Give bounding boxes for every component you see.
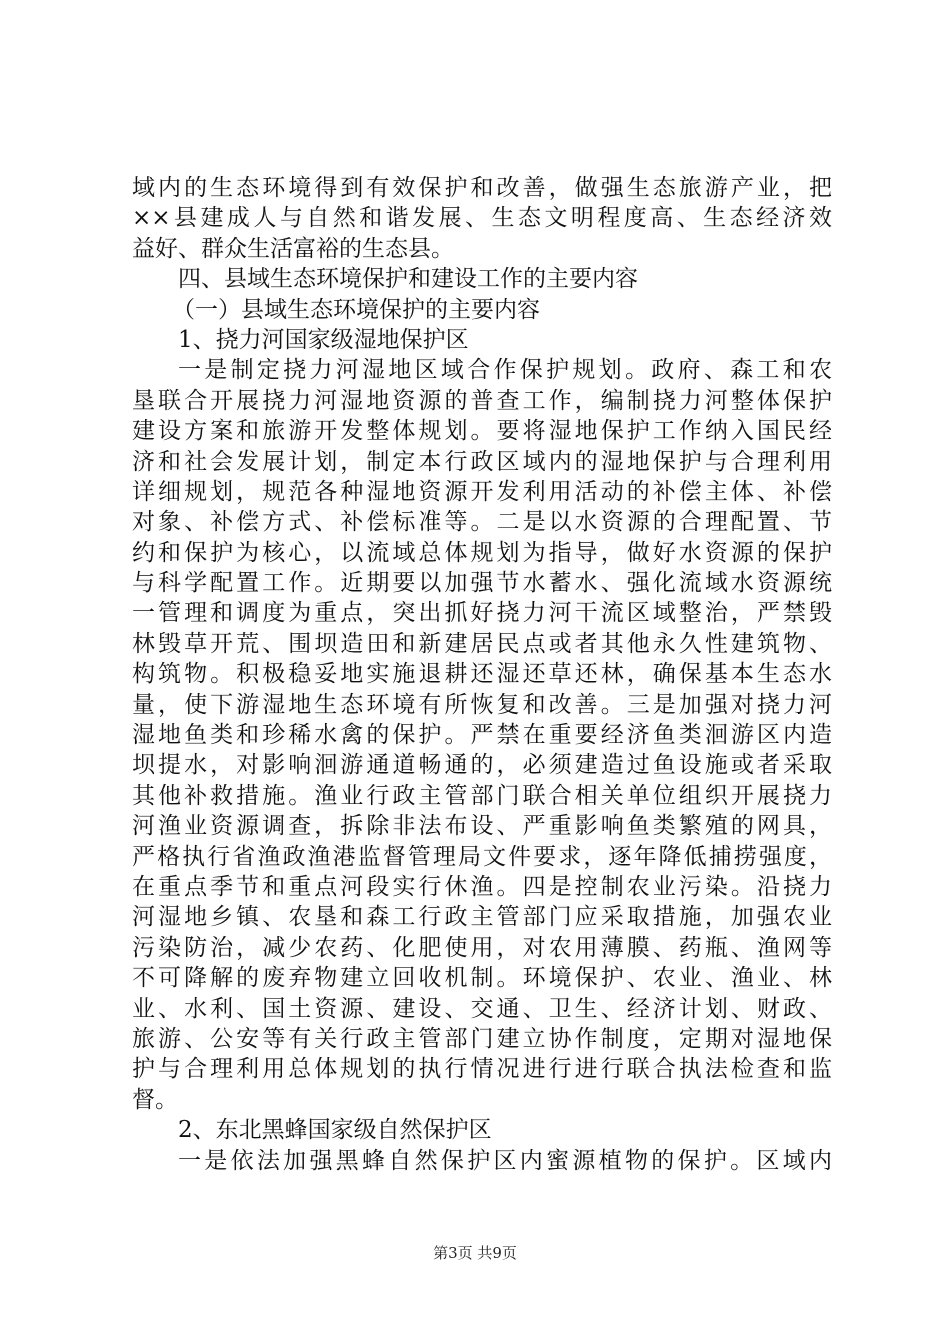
text-line: 不可降解的废弃物建立回收机制。环境保护、农业、渔业、林 xyxy=(132,965,832,992)
document-body xyxy=(132,173,832,1176)
text-line: 坝提水，对影响洄游通道畅通的，必须建造过鱼设施或者采取 xyxy=(132,752,832,779)
text-line: 业、水利、国土资源、建设、交通、卫生、经济计划、财政、 xyxy=(132,995,832,1022)
text-line: 与科学配置工作。近期要以加强节水蓄水、强化流域水资源统 xyxy=(132,570,832,597)
text-line: 督。 xyxy=(132,1086,178,1113)
text-line: 一管理和调度为重点，突出抓好挠力河干流区域整治，严禁毁 xyxy=(132,600,832,627)
text-line: 湿地鱼类和珍稀水禽的保护。严禁在重要经济鱼类洄游区内造 xyxy=(132,722,832,749)
text-line: 护与合理利用总体规划的执行情况进行进行联合执法检查和监 xyxy=(132,1056,832,1083)
text-line: 林毁草开荒、围坝造田和新建居民点或者其他永久性建筑物、 xyxy=(132,630,832,657)
text-line: 一是依法加强黑蜂自然保护区内蜜源植物的保护。区域内 xyxy=(178,1147,832,1174)
text-line: 一是制定挠力河湿地区域合作保护规划。政府、森工和农 xyxy=(178,357,832,384)
text-line: 济和社会发展计划，制定本行政区域内的湿地保护与合理利用 xyxy=(132,448,832,475)
text-line: 在重点季节和重点河段实行休渔。四是控制农业污染。沿挠力 xyxy=(132,873,832,900)
text-line: 污染防治，减少农药、化肥使用，对农用薄膜、药瓶、渔网等 xyxy=(132,934,832,961)
text-line: 河湿地乡镇、农垦和森工行政主管部门应采取措施，加强农业 xyxy=(132,904,832,931)
subsection-heading: （一）县域生态环境保护的主要内容 xyxy=(172,296,540,323)
text-line: 构筑物。积极稳妥地实施退耕还湿还草还林，确保基本生态水 xyxy=(132,661,832,688)
text-line: 建设方案和旅游开发整体规划。要将湿地保护工作纳入国民经 xyxy=(132,418,832,445)
text-line: 对象、补偿方式、补偿标准等。二是以水资源的合理配置、节 xyxy=(132,509,832,536)
text-line: 详细规划，规范各种湿地资源开发利用活动的补偿主体、补偿 xyxy=(132,478,832,505)
text-line: ××县建成人与自然和谐发展、生态文明程度高、生态经济效 xyxy=(132,205,832,232)
section-heading: 四、县域生态环境保护和建设工作的主要内容 xyxy=(178,266,638,293)
text-line: 域内的生态环境得到有效保护和改善，做强生态旅游产业，把 xyxy=(132,175,832,201)
text-line: 约和保护为核心，以流域总体规划为指导，做好水资源的保护 xyxy=(132,539,832,566)
text-line: 益好、群众生活富裕的生态县。 xyxy=(132,235,454,262)
text-line: 量，使下游湿地生态环境有所恢复和改善。三是加强对挠力河 xyxy=(132,691,832,718)
text-line: 旅游、公安等有关行政主管部门建立协作制度，定期对湿地保 xyxy=(132,1025,832,1052)
item-heading: 2、东北黑蜂国家级自然保护区 xyxy=(178,1117,492,1144)
text-line: 严格执行省渔政渔港监督管理局文件要求，逐年降低捕捞强度， xyxy=(132,843,832,870)
text-line: 其他补救措施。渔业行政主管部门联合相关单位组织开展挠力 xyxy=(132,782,832,809)
text-line: 垦联合开展挠力河湿地资源的普查工作，编制挠力河整体保护 xyxy=(132,387,832,414)
page-number: 第3页 共9页 xyxy=(433,1244,517,1262)
text-line: 河渔业资源调查，拆除非法布设、严重影响鱼类繁殖的网具， xyxy=(132,813,832,840)
item-heading: 1、挠力河国家级湿地保护区 xyxy=(178,326,469,353)
